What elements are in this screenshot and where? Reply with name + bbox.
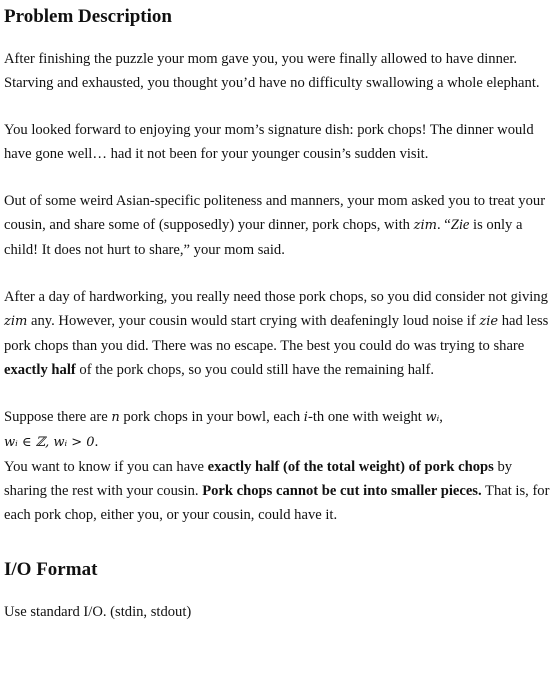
pronoun-zie: Zie	[450, 217, 470, 233]
politeness-text-a: Out of some weird Asian-specific politeness and manners, your mom asked you to treat your cousin, and share some of (supposedly) your dinner, pork chops, with	[4, 193, 546, 233]
math-i: i	[303, 410, 308, 425]
definition-text-b: pork chops in your bowl, each	[119, 409, 304, 425]
io-format-text: Use standard I/O. (stdin, stdout)	[4, 604, 192, 620]
math-w-i: wᵢ	[425, 410, 440, 425]
definition-text-d: You want to know if you can have	[4, 459, 208, 475]
paragraph-pork-chops-text: You looked forward to enjoying your mom’s signature dish: pork chops! The dinner would have gone well… had it not been for your younger cousin’s sudden visit.	[4, 122, 534, 162]
paragraph-definition	[4, 405, 555, 527]
paragraph-intro-text: After finishing the puzzle your mom gave you, you were finally allowed to have dinner. Starving and exhausted, you thought you’d have no difficulty swallowing a whole elephant.	[4, 51, 540, 91]
problem-description-heading: Problem Description	[4, 6, 172, 27]
definition-text-e: by sharing the rest with your cousin.	[4, 459, 513, 499]
definition-text-c: -th one with weight	[307, 409, 426, 425]
paragraph-intro	[4, 47, 555, 95]
definition-text-f: That is, for each pork chop, either you, or your cousin, could have it.	[4, 483, 550, 523]
sharing-text-b: any. However, your cousin would start crying with deafeningly loud noise if	[27, 313, 480, 329]
definition-text-a: Suppose there are	[4, 409, 112, 425]
definition-comma: ,	[439, 409, 443, 425]
emphasis-exactly-half-total: exactly half (of the total weight) of pork chops	[207, 459, 494, 475]
paragraph-sharing	[4, 285, 555, 382]
politeness-text-b: . “	[436, 217, 451, 233]
paragraph-pork-chops	[4, 118, 555, 166]
math-constraint: wᵢ ∈ ℤ, wᵢ > 0	[4, 435, 95, 450]
math-n: n	[111, 410, 120, 425]
paragraph-politeness	[4, 189, 555, 262]
emphasis-exactly-half: exactly half	[4, 362, 76, 378]
politeness-text-c: is only a child! It does not hurt to share,” your mom said.	[4, 217, 523, 258]
sharing-text-a: After a day of hardworking, you really need those pork chops, so you did consider not giving	[4, 289, 548, 305]
definition-dot: .	[94, 434, 99, 450]
sharing-text-c: had less pork chops than you did. There was no escape. The best you could do was trying to share	[4, 313, 549, 354]
pronoun-zie: zie	[479, 314, 499, 329]
pronoun-zim: zim	[4, 314, 28, 329]
emphasis-no-cutting: Pork chops cannot be cut into smaller pieces.	[202, 483, 482, 499]
sharing-text-d: of the pork chops, so you could still have the remaining half.	[75, 362, 435, 378]
io-format-heading: I/O Format	[4, 559, 98, 580]
pronoun-zim: zim	[413, 218, 437, 233]
